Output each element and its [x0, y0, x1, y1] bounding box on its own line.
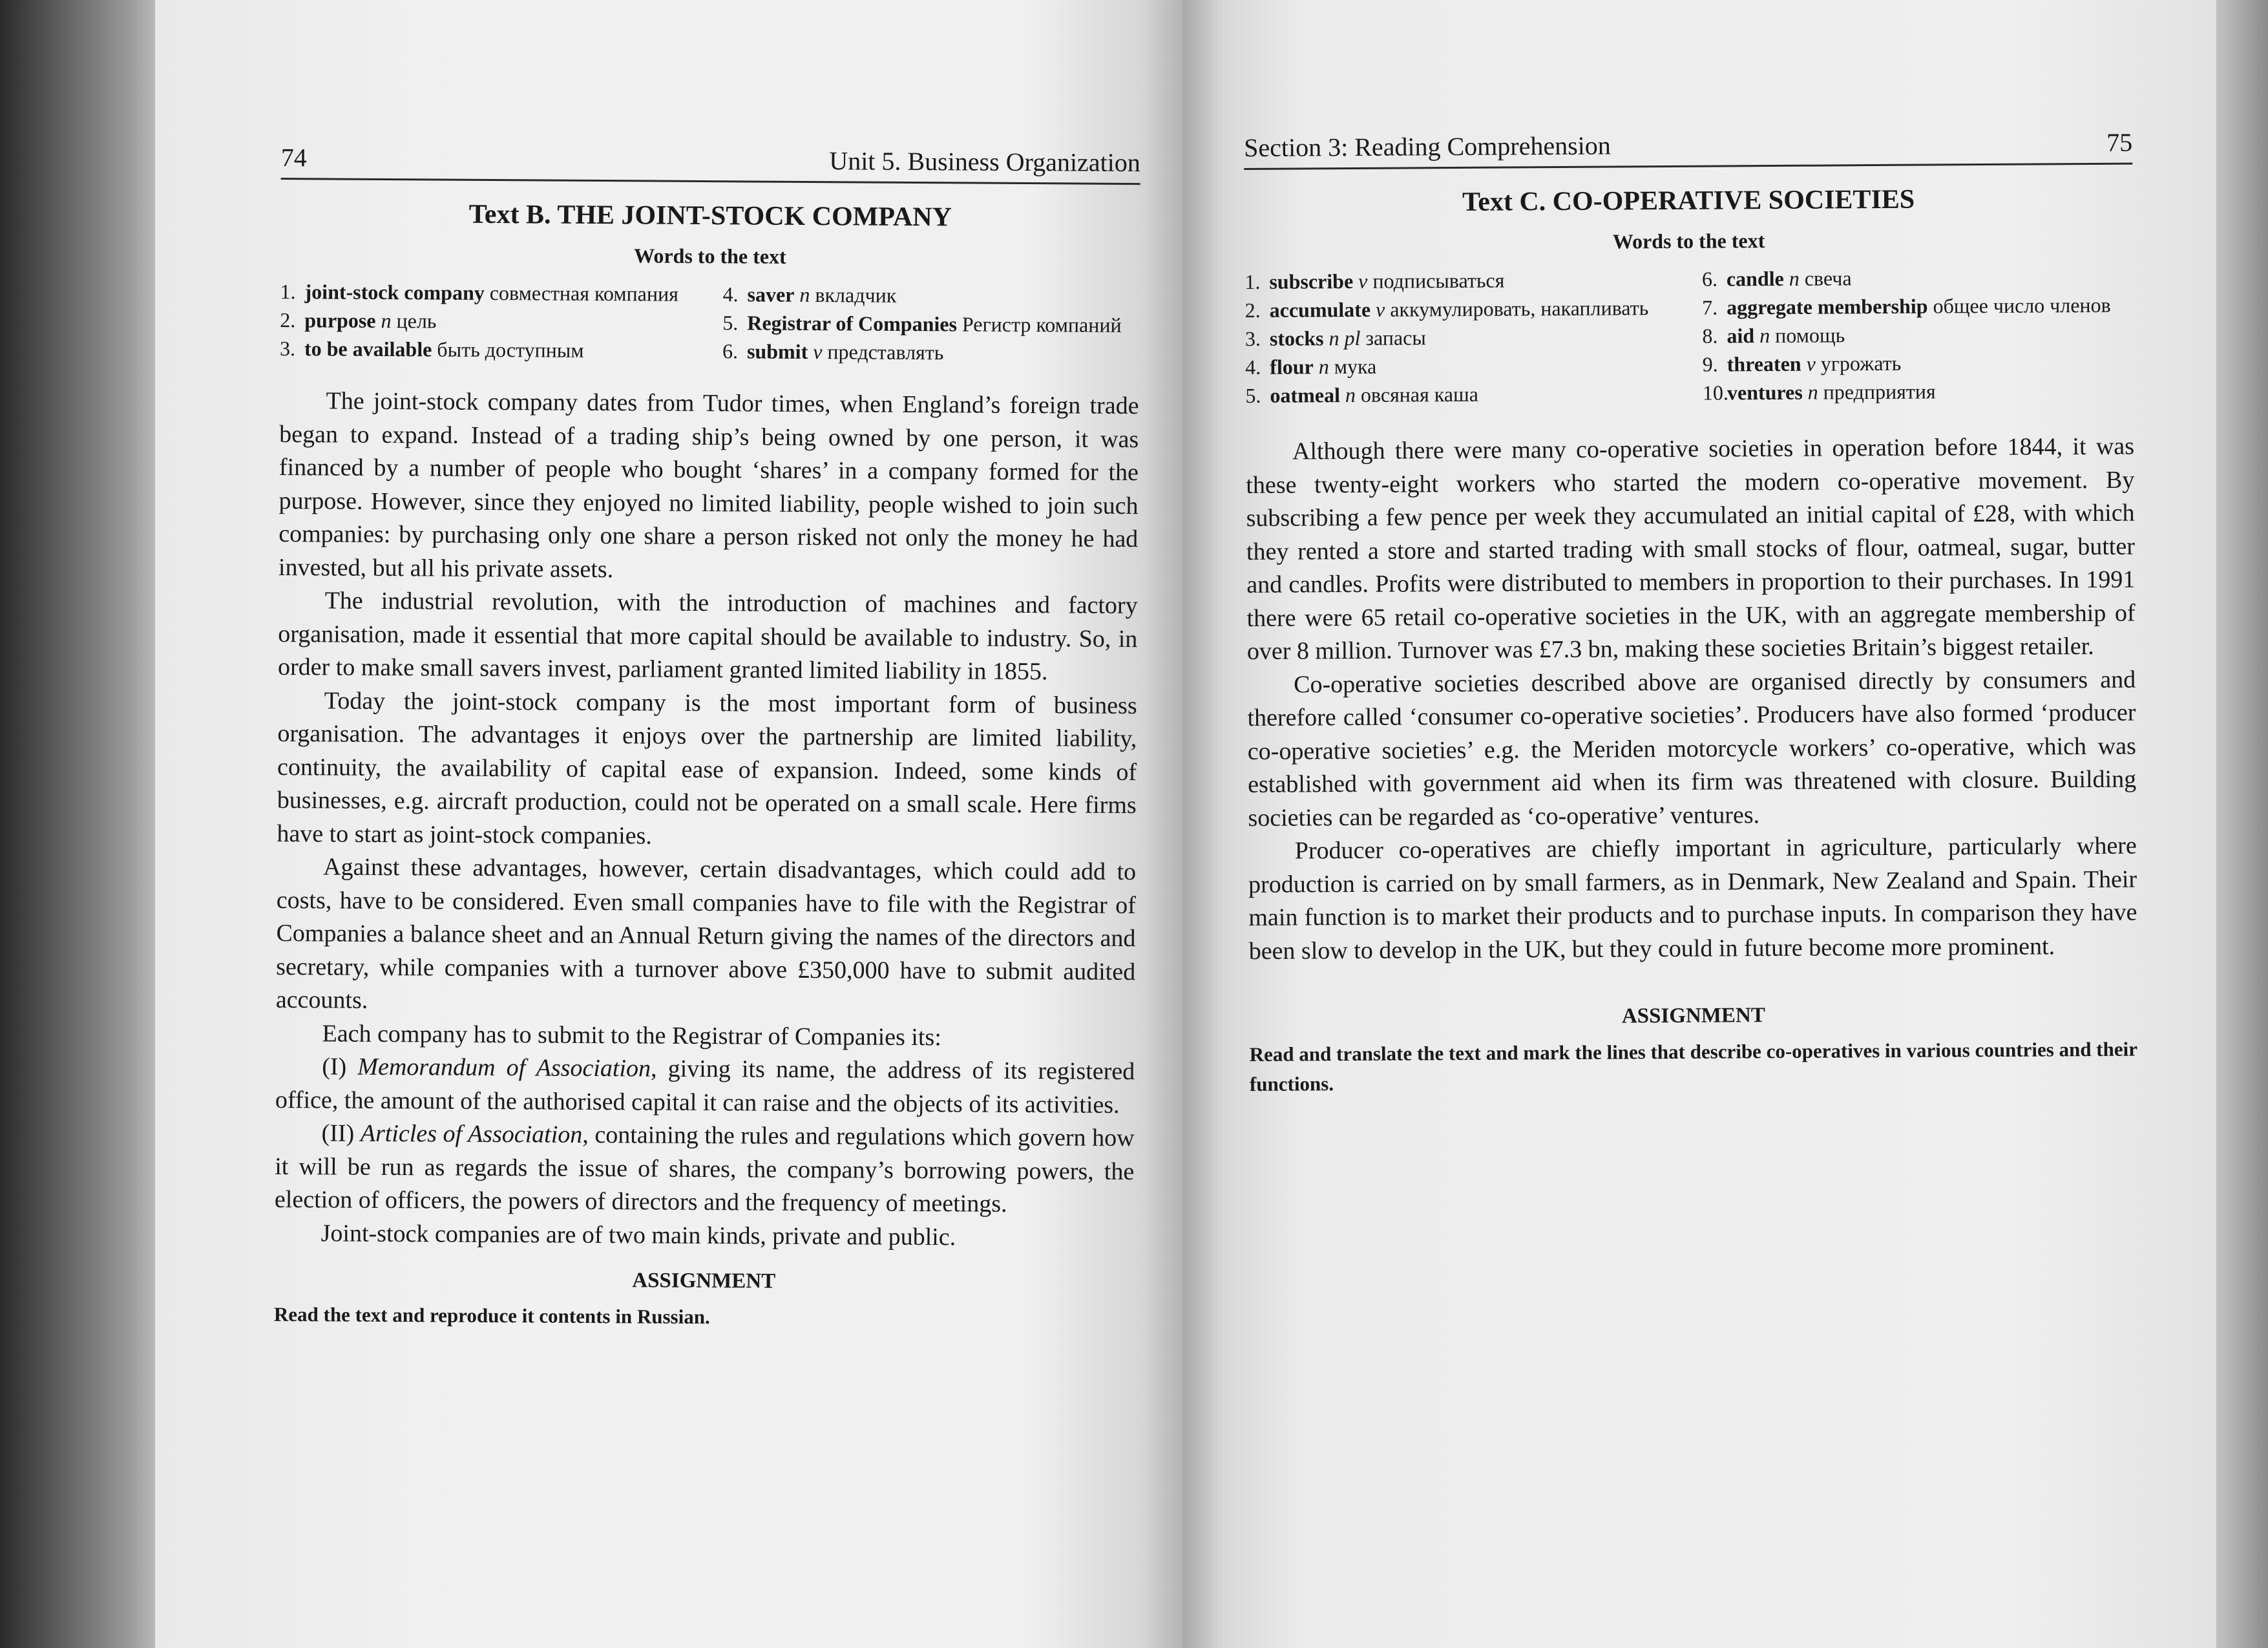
vocab-part-of-speech: n: [381, 308, 392, 333]
vocab-number: 1.: [1244, 269, 1261, 293]
vocab-term: threaten: [1727, 352, 1801, 376]
memorandum-paragraph: [275, 1050, 1135, 1122]
vocab-entry: [1702, 319, 2134, 350]
right-vocab-col-1: [1244, 265, 1677, 410]
vocab-number: 9.: [1702, 352, 1718, 376]
vocab-number: 6.: [1701, 267, 1718, 291]
vocab-entry: [1244, 265, 1676, 296]
vocab-term: ventures: [1727, 380, 1803, 405]
left-paragraph-4: Against these advantages, however, certain disadvantages, which could add to costs, have to be considered. Even small companies have to file with the Registrar of Companies a balance sheet and an Annual Return giving the names of the directors and secretary, while companies with a turnover above £350,000 have to submit audited accounts.: [275, 853, 1137, 1014]
vocab-term: Registrar of Companies: [747, 311, 958, 336]
vocab-part-of-speech: n: [1789, 266, 1800, 290]
vocab-number: 3.: [1244, 326, 1261, 350]
vocab-term: to be available: [304, 337, 432, 361]
vocab-term: candle: [1726, 266, 1784, 291]
left-vocab-list: [280, 277, 1140, 368]
vocab-term: aid: [1727, 324, 1755, 348]
vocab-body: [1727, 376, 2134, 407]
vocab-entry: [722, 308, 1139, 339]
vocab-entry: [280, 277, 697, 308]
vocab-term: stocks: [1269, 326, 1324, 350]
vocab-entry: [1703, 348, 2134, 379]
vocab-body: [1270, 379, 1677, 410]
vocab-term: saver: [747, 282, 795, 306]
articles-text: , containing the rules and regulations which govern how it will be run as regards the issue of shares, the company’s borrowing powers, the election of officers, the powers of directors and the frequency of meetings.: [274, 1121, 1135, 1218]
vocab-entry: [280, 306, 697, 337]
left-paragraph-5: Each company has to submit to the Registrar of Companies its:: [322, 1019, 941, 1051]
vocab-number: 4.: [722, 282, 739, 306]
vocab-body: [304, 306, 697, 337]
right-assignment-heading: ASSIGNMENT: [1621, 1004, 1765, 1028]
right-running-header: [1244, 127, 2132, 170]
vocab-translation: вкладчик: [815, 283, 897, 307]
vocab-term: purpose: [304, 308, 376, 332]
right-text-title: Text C. CO-OPERATIVE SOCIETIES: [1462, 184, 1915, 217]
right-page-content: [1244, 127, 2138, 1099]
vocab-entry: [1245, 379, 1677, 410]
vocab-entry: [1703, 376, 2134, 407]
vocab-part-of-speech: v: [1806, 352, 1816, 375]
left-paragraph-3: Today the joint-stock company is the most important form of business organisation. The advantages it enjoys over the partnership are limited liability, continuity, the availability of capital ease of expansion. Indeed, some kinds of businesses, e.g. aircraft production, could not be operated on a small scale. Here firms have to start as joint-stock companies.: [277, 686, 1137, 850]
right-paragraph-3: Producer co-operatives are chiefly important in agriculture, particularly where production is carried on by small farmers, as in Denmark, New Zealand and Spain. Their main function is to market their products and to purchase inputs. In comparison they have been slow to develop in the UK, but they could in future become more prominent.: [1248, 832, 2137, 965]
left-running-title: Unit 5. Business Organization: [829, 146, 1140, 178]
left-page-number: 74: [280, 142, 307, 173]
right-assignment-text: Read and translate the text and mark the lines that describe co-operatives in various countries and their functions.: [1249, 1037, 2137, 1095]
vocab-number: 1.: [280, 279, 296, 304]
vocab-translation: угрожать: [1820, 351, 1902, 375]
vocab-term: subscribe: [1269, 269, 1354, 293]
left-page: [155, 0, 1182, 1648]
right-page: [1182, 0, 2216, 1648]
vocab-term: aggregate membership: [1727, 294, 1928, 319]
left-words-heading: Words to the text: [634, 244, 786, 268]
vocab-part-of-speech: n: [1759, 324, 1770, 348]
right-paragraph-2: Co-operative societies described above are organised directly by consumers and therefore called ‘consumer co-operative societies’. Producers have also formed ‘producer co-operative societies’ e.g. the Meriden motorcycle workers’ co-operative, which was established with government aid when its firm was threatened with closure. Building societies can be regarded as ‘co-operative’ ventures.: [1247, 666, 2137, 832]
vocab-translation: предприятия: [1823, 379, 1936, 404]
vocab-translation: овсяная каша: [1360, 382, 1478, 407]
vocab-body: [1727, 348, 2134, 379]
vocab-translation: мука: [1334, 354, 1377, 379]
vocab-translation: общее число членов: [1933, 293, 2111, 318]
vocab-number: 10.: [1702, 381, 1729, 405]
vocab-number: 2.: [1244, 298, 1261, 322]
vocab-part-of-speech: n pl: [1328, 326, 1361, 350]
vocab-number: 5.: [722, 311, 739, 335]
left-assignment-heading: ASSIGNMENT: [632, 1269, 776, 1293]
articles-title: Articles of Association: [360, 1119, 583, 1148]
vocab-term: submit: [746, 339, 808, 363]
vocab-body: [1727, 291, 2134, 322]
vocab-entry: [1245, 293, 1677, 324]
right-vocab-col-2: [1702, 262, 2134, 407]
vocab-body: [1270, 350, 1677, 381]
vocab-body: [1727, 319, 2134, 350]
left-closing-paragraph: Joint-stock companies are of two main kinds, private and public.: [320, 1219, 956, 1251]
vocab-term: oatmeal: [1270, 383, 1340, 407]
vocab-term: accumulate: [1269, 297, 1371, 322]
vocab-part-of-speech: v: [813, 340, 823, 364]
right-paragraph-1: Although there were many co-operative societies in operation before 1844, it was these twenty-eight workers who started the modern co-operative movement. By subscribing a few pence per week they accumulated an initial capital of £28, with which they rented a store and started trading with small stocks of flour, oatmeal, sugar, butter and candles. Profits were distributed to members in proportion to their purchases. In 1991 there were 65 retail co-operative societies in the UK, with an aggregate membership of over 8 million. Turnover was £7.3 bn, making these societies Britain’s biggest retailer.: [1246, 432, 2136, 665]
left-text-title: Text B. THE JOINT-STOCK COMPANY: [468, 199, 952, 233]
vocab-number: 7.: [1702, 295, 1718, 319]
vocab-entry: [1702, 262, 2134, 293]
right-vocab-list: [1244, 262, 2134, 410]
vocab-part-of-speech: n: [1345, 383, 1356, 407]
vocab-body: [1270, 322, 1677, 353]
left-running-header: [281, 142, 1140, 185]
memo-title: Memorandum of Association: [357, 1053, 651, 1083]
left-page-content: [274, 142, 1140, 1335]
left-vocab-col-2: [722, 280, 1140, 368]
vocab-translation: аккумулировать, накапливать: [1390, 296, 1649, 321]
vocab-translation: цель: [396, 309, 437, 333]
vocab-translation: быть доступным: [437, 337, 584, 362]
memo-text: , giving its name, the address of its registered office, the amount of the authorised capital it can raise and the objects of its activities.: [275, 1055, 1135, 1119]
vocab-part-of-speech: v: [1358, 269, 1368, 293]
vocab-body: [1727, 262, 2134, 293]
vocab-number: 2.: [280, 308, 296, 332]
vocab-body: [304, 277, 697, 308]
vocab-number: 8.: [1702, 324, 1718, 348]
vocab-entry: [1245, 350, 1677, 381]
vocab-entry: [1702, 291, 2134, 322]
vocab-part-of-speech: n: [799, 282, 810, 307]
vocab-translation: свеча: [1804, 266, 1852, 290]
vocab-entry: [1245, 322, 1677, 353]
vocab-translation: совместная компания: [489, 280, 679, 306]
vocab-translation: представлять: [827, 340, 944, 364]
vocab-part-of-speech: n: [1807, 380, 1818, 404]
vocab-body: [1269, 265, 1676, 296]
articles-prefix: (II): [321, 1119, 361, 1147]
right-words-heading: Words to the text: [1612, 229, 1765, 253]
vocab-term: flour: [1270, 355, 1314, 379]
vocab-number: 4.: [1245, 355, 1261, 379]
right-running-title: Section 3: Reading Comprehension: [1244, 131, 1611, 162]
vocab-body: [747, 280, 1139, 311]
left-vocab-col-1: [280, 277, 697, 365]
vocab-number: 5.: [1245, 383, 1261, 407]
vocab-translation: подписываться: [1372, 268, 1505, 293]
vocab-body: [747, 308, 1139, 339]
left-assignment-text: Read the text and reproduce it contents in Russian.: [273, 1302, 710, 1329]
vocab-body: [1270, 293, 1677, 324]
articles-paragraph: [275, 1117, 1135, 1222]
vocab-number: 3.: [279, 336, 296, 361]
memo-prefix: (I): [322, 1053, 358, 1081]
vocab-entry: [280, 334, 697, 365]
vocab-translation: Регистр компаний: [961, 312, 1122, 337]
vocab-term: joint-stock company: [304, 280, 485, 304]
vocab-translation: запасы: [1365, 326, 1426, 350]
vocab-body: [304, 334, 697, 365]
right-page-number: 75: [2106, 127, 2133, 157]
left-paragraph-2: The industrial revolution, with the introduction of machines and factory organisation, made it essential that more capital should be available to industry. So, in order to make small savers invest, parliament granted limited liability in 1855.: [277, 587, 1138, 686]
vocab-translation: помощь: [1775, 323, 1845, 347]
vocab-entry: [722, 337, 1139, 368]
vocab-number: 6.: [722, 339, 739, 363]
vocab-part-of-speech: v: [1375, 297, 1385, 321]
vocab-part-of-speech: n: [1318, 355, 1329, 379]
vocab-body: [747, 337, 1139, 368]
left-paragraph-1: The joint-stock company dates from Tudor times, when England’s foreign trade began to expand. Instead of a trading ship’s being owned by one person, it was financed by a number of people who bought ‘shares’ in a company formed for the purpose. However, since they enjoyed no limited liability, people wished to join such companies: by purchasing only one share a person risked not only the money he had invested, but all his private assets.: [278, 387, 1139, 583]
vocab-entry: [722, 280, 1139, 311]
